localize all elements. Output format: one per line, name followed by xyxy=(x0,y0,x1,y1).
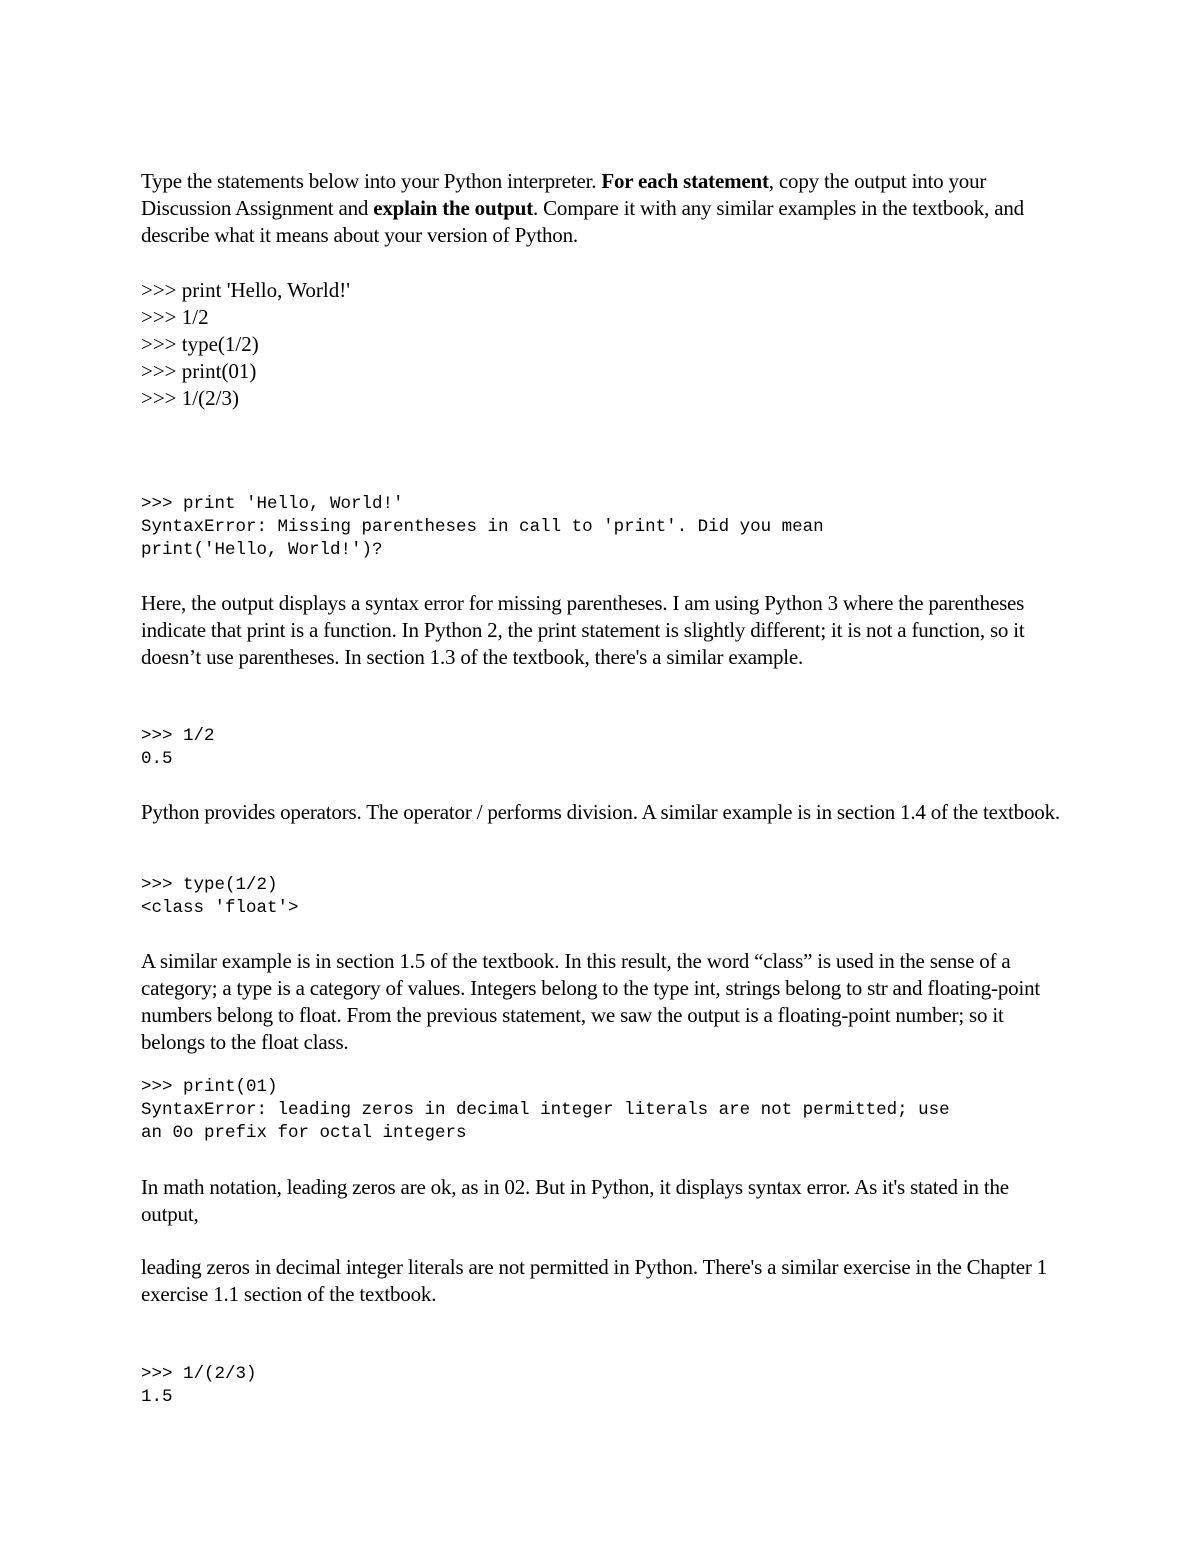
code-line: >>> 1/(2/3) xyxy=(141,1364,257,1384)
statement-1: >>> print 'Hello, World!' xyxy=(141,278,350,302)
code-block-1 xyxy=(141,493,1066,562)
intro-text-1: Type the statements below into your Python interpreter. xyxy=(141,169,602,193)
explanation-1: Here, the output displays a syntax error for missing parentheses. I am using Python 3 where the parentheses indicate that print is a function. In Python 2, the print statement is slightly different; it is not a function, so it doesn’t use parentheses. In section 1.3 of the textbook, there's a similar example. xyxy=(141,591,1025,669)
code-line: <class 'float'> xyxy=(141,898,299,918)
code-line: 1.5 xyxy=(141,1387,173,1407)
intro-text-3: . Compare it with any similar examples in the textbook, and describe what it means about your version of Python. xyxy=(141,196,1024,247)
code-block-2 xyxy=(141,725,1066,771)
code-line: print('Hello, World!')? xyxy=(141,540,383,560)
intro-bold-2: explain the output xyxy=(373,196,533,220)
intro-bold-1: For each statement xyxy=(601,169,769,193)
code-line: >>> type(1/2) xyxy=(141,875,278,895)
statement-2: >>> 1/2 xyxy=(141,305,209,329)
code-line: >>> print 'Hello, World!' xyxy=(141,494,404,514)
intro-text-2: , copy the output into your Discussion Assignment and xyxy=(141,169,987,220)
statement-3: >>> type(1/2) xyxy=(141,332,259,356)
code-line: SyntaxError: leading zeros in decimal integer literals are not permitted; use xyxy=(141,1100,950,1120)
statement-5: >>> 1/(2/3) xyxy=(141,386,239,410)
code-line: >>> print(01) xyxy=(141,1077,278,1097)
intro-paragraph xyxy=(141,168,1066,249)
code-block-5 xyxy=(141,1363,1066,1409)
code-block-3 xyxy=(141,874,1066,920)
code-line: 0.5 xyxy=(141,749,173,769)
code-line: SyntaxError: Missing parentheses in call to 'print'. Did you mean xyxy=(141,517,824,537)
statement-list xyxy=(141,277,1066,412)
code-line: an 0o prefix for octal integers xyxy=(141,1123,467,1143)
code-line: >>> 1/2 xyxy=(141,726,215,746)
explanation-3: A similar example is in section 1.5 of the textbook. In this result, the word “class” is used in the sense of a category; a type is a category of values. Integers belong to the type int, strings belong to str and floating-point numbers belong to float. From the previous statement, we saw the output is a floating-point number; so it belongs to the float class. xyxy=(141,949,1041,1054)
code-block-4 xyxy=(141,1076,1066,1145)
statement-4: >>> print(01) xyxy=(141,359,257,383)
explanation-4-continued: leading zeros in decimal integer literals are not permitted in Python. There's a similar exercise in the Chapter 1 exercise 1.1 section of the textbook. xyxy=(141,1255,1048,1306)
explanation-4: In math notation, leading zeros are ok, as in 02. But in Python, it displays syntax error. As it's stated in the output, xyxy=(141,1175,1009,1226)
explanation-2: Python provides operators. The operator / performs division. A similar example is in section 1.4 of the textbook. xyxy=(141,800,1060,824)
